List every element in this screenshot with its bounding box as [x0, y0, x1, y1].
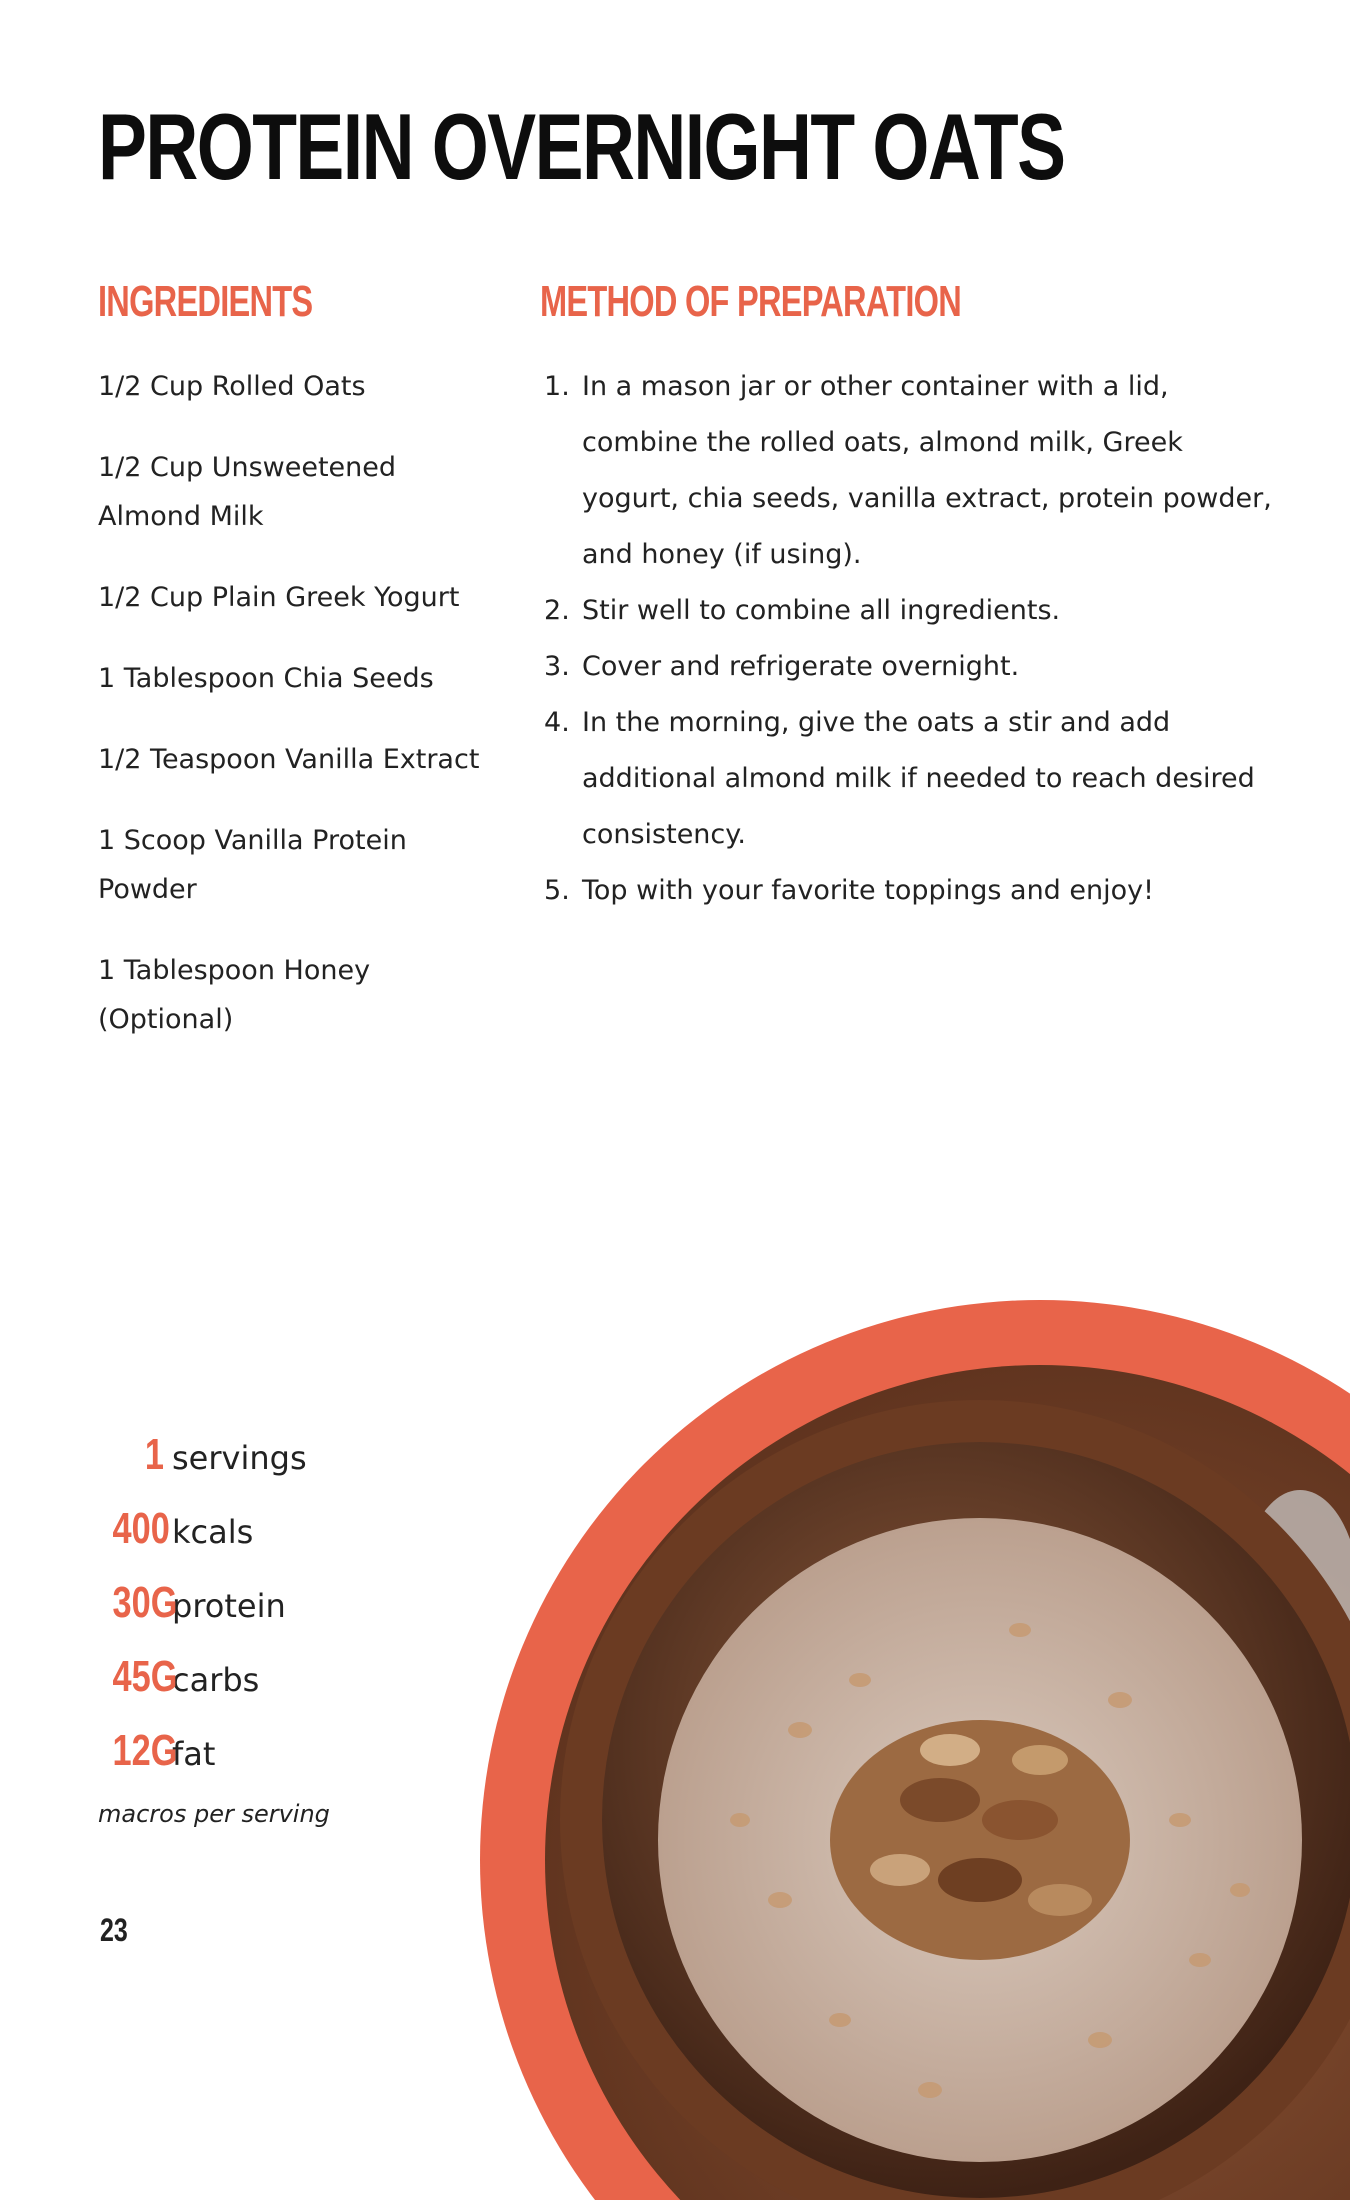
macro-row-kcals — [98, 1504, 458, 1578]
method-step: Stir well to combine all ingredients. — [582, 595, 1061, 626]
method-heading: METHOD OF PREPARATION — [540, 277, 962, 326]
photo-content — [480, 1300, 1350, 2200]
ingredients-list — [98, 362, 498, 1076]
page-number: 23 — [100, 1912, 128, 1948]
macro-row-protein — [98, 1578, 458, 1652]
macros-note: macros per serving — [98, 1800, 330, 1828]
method-step: In the morning, give the oats a stir and add additional almond milk if needed to reach desired consistency. — [582, 707, 1255, 850]
ingredient-item: 1/2 Cup Plain Greek Yogurt — [98, 582, 460, 613]
ingredient-item: 1/2 Cup Unsweetened Almond Milk — [98, 452, 397, 532]
macro-label: protein — [172, 1587, 286, 1625]
ingredients-heading: INGREDIENTS — [98, 277, 313, 326]
macro-label: servings — [172, 1439, 307, 1477]
macro-label: fat — [172, 1735, 216, 1773]
macro-row-servings — [98, 1430, 458, 1504]
macro-row-fat — [98, 1726, 458, 1800]
ingredient-item: 1 Scoop Vanilla Protein Powder — [98, 825, 407, 905]
macro-value: 12G — [112, 1726, 178, 1775]
ingredient-item: 1 Tablespoon Chia Seeds — [98, 663, 434, 694]
macro-row-carbs — [98, 1652, 458, 1726]
macro-value: 1 — [144, 1430, 164, 1479]
ingredient-item: 1/2 Cup Rolled Oats — [98, 371, 366, 402]
ingredient-item: 1 Tablespoon Honey (Optional) — [98, 955, 371, 1035]
macro-value: 400 — [112, 1504, 170, 1553]
macros-panel — [98, 1430, 458, 1800]
macro-value: 45G — [112, 1652, 178, 1701]
method-step: In a mason jar or other container with a lid, combine the rolled oats, almond milk, Greek yogurt, chia seeds, vanilla extract, protein powder, and honey (if using). — [582, 371, 1272, 570]
oatmeal-bowl-photo — [480, 1300, 1350, 2200]
method-step: Cover and refrigerate overnight. — [582, 651, 1020, 682]
macro-label: carbs — [172, 1661, 260, 1699]
macro-label: kcals — [172, 1513, 254, 1551]
method-step: Top with your favorite toppings and enjoy! — [582, 875, 1154, 906]
method-steps — [540, 359, 1272, 919]
page-title: PROTEIN OVERNIGHT OATS — [98, 94, 1065, 199]
ingredient-item: 1/2 Teaspoon Vanilla Extract — [98, 744, 480, 775]
macro-value: 30G — [112, 1578, 178, 1627]
